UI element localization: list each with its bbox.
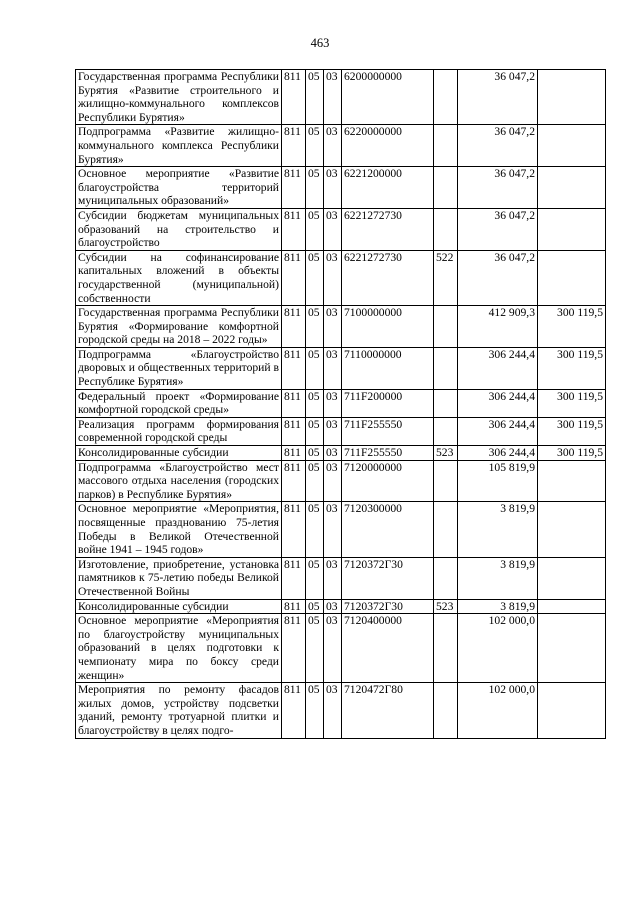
section-code: 05 — [306, 250, 324, 305]
table-row — [76, 347, 606, 389]
ministry-code: 811 — [282, 502, 306, 557]
amount-total: 36 047,2 — [458, 208, 538, 250]
section-code: 05 — [306, 417, 324, 445]
row-name: Основное мероприятие «Мероприятия, посвященные празднованию 75-летия Победы в Великой Отечественной войне 1941 – 1945 годов» — [76, 502, 282, 557]
target-article-code: 7120400000 — [342, 614, 434, 683]
expense-kind-code — [434, 557, 458, 599]
subsection-code: 03 — [324, 167, 342, 209]
table-row — [76, 502, 606, 557]
amount-federal — [538, 599, 606, 614]
subsection-code: 03 — [324, 347, 342, 389]
section-code: 05 — [306, 599, 324, 614]
section-code: 05 — [306, 389, 324, 417]
expense-kind-code — [434, 125, 458, 167]
section-code: 05 — [306, 306, 324, 348]
ministry-code: 811 — [282, 70, 306, 125]
target-article-code: 6221272730 — [342, 250, 434, 305]
ministry-code: 811 — [282, 614, 306, 683]
section-code: 05 — [306, 683, 324, 738]
subsection-code: 03 — [324, 389, 342, 417]
section-code: 05 — [306, 70, 324, 125]
amount-total: 412 909,3 — [458, 306, 538, 348]
table-row — [76, 446, 606, 461]
subsection-code: 03 — [324, 502, 342, 557]
amount-federal — [538, 208, 606, 250]
subsection-code: 03 — [324, 70, 342, 125]
amount-federal — [538, 614, 606, 683]
expense-kind-code — [434, 614, 458, 683]
section-code: 05 — [306, 125, 324, 167]
amount-federal: 300 119,5 — [538, 417, 606, 445]
expense-kind-code: 523 — [434, 446, 458, 461]
ministry-code: 811 — [282, 446, 306, 461]
table-row — [76, 167, 606, 209]
amount-total: 306 244,4 — [458, 417, 538, 445]
subsection-code: 03 — [324, 446, 342, 461]
amount-total: 102 000,0 — [458, 614, 538, 683]
subsection-code: 03 — [324, 208, 342, 250]
expense-kind-code — [434, 70, 458, 125]
expense-kind-code — [434, 417, 458, 445]
table-row — [76, 557, 606, 599]
amount-total: 306 244,4 — [458, 347, 538, 389]
target-article-code: 711F255550 — [342, 417, 434, 445]
row-name: Реализация программ формирования современной городской среды — [76, 417, 282, 445]
section-code: 05 — [306, 502, 324, 557]
ministry-code: 811 — [282, 460, 306, 502]
row-name: Субсидии бюджетам муниципальных образований на строительство и благоустройство — [76, 208, 282, 250]
row-name: Подпрограмма «Благоустройство дворовых и общественных территорий в Республике Бурятия» — [76, 347, 282, 389]
target-article-code: 711F200000 — [342, 389, 434, 417]
amount-federal — [538, 250, 606, 305]
row-name: Подпрограмма «Развитие жилищно-коммунального комплекса Республики Бурятия» — [76, 125, 282, 167]
subsection-code: 03 — [324, 250, 342, 305]
subsection-code: 03 — [324, 599, 342, 614]
subsection-code: 03 — [324, 125, 342, 167]
amount-total: 306 244,4 — [458, 446, 538, 461]
target-article-code: 6221272730 — [342, 208, 434, 250]
amount-federal: 300 119,5 — [538, 347, 606, 389]
amount-total: 306 244,4 — [458, 389, 538, 417]
section-code: 05 — [306, 167, 324, 209]
expense-kind-code — [434, 208, 458, 250]
section-code: 05 — [306, 208, 324, 250]
row-name: Государственная программа Республики Бурятия «Развитие строительного и жилищно-коммунального комплексов Республики Бурятия» — [76, 70, 282, 125]
section-code: 05 — [306, 347, 324, 389]
target-article-code: 6220000000 — [342, 125, 434, 167]
row-name: Государственная программа Республики Бурятия «Формирование комфортной городской среды на 2018 – 2022 годы» — [76, 306, 282, 348]
expense-kind-code — [434, 347, 458, 389]
amount-total: 36 047,2 — [458, 250, 538, 305]
amount-total: 3 819,9 — [458, 557, 538, 599]
row-name: Основное мероприятие «Развитие благоустройства территорий муниципальных образований» — [76, 167, 282, 209]
subsection-code: 03 — [324, 417, 342, 445]
ministry-code: 811 — [282, 389, 306, 417]
ministry-code: 811 — [282, 683, 306, 738]
target-article-code: 7120300000 — [342, 502, 434, 557]
ministry-code: 811 — [282, 347, 306, 389]
expense-kind-code — [434, 167, 458, 209]
page-number: 463 — [310, 36, 330, 50]
target-article-code: 7120472Г80 — [342, 683, 434, 738]
target-article-code: 7110000000 — [342, 347, 434, 389]
table-row — [76, 250, 606, 305]
amount-total: 36 047,2 — [458, 70, 538, 125]
table-row — [76, 683, 606, 738]
amount-total: 102 000,0 — [458, 683, 538, 738]
subsection-code: 03 — [324, 460, 342, 502]
amount-total: 3 819,9 — [458, 502, 538, 557]
ministry-code: 811 — [282, 417, 306, 445]
row-name: Основное мероприятие «Мероприятия по благоустройству муниципальных образований в целях подготовки к чемпионату мира по боксу среди женщин» — [76, 614, 282, 683]
row-name: Консолидированные субсидии — [76, 446, 282, 461]
amount-federal — [538, 502, 606, 557]
amount-total: 105 819,9 — [458, 460, 538, 502]
section-code: 05 — [306, 557, 324, 599]
amount-total: 36 047,2 — [458, 167, 538, 209]
target-article-code: 711F255550 — [342, 446, 434, 461]
ministry-code: 811 — [282, 250, 306, 305]
subsection-code: 03 — [324, 683, 342, 738]
table-row — [76, 208, 606, 250]
section-code: 05 — [306, 614, 324, 683]
ministry-code: 811 — [282, 125, 306, 167]
ministry-code: 811 — [282, 306, 306, 348]
table-row — [76, 417, 606, 445]
section-code: 05 — [306, 446, 324, 461]
amount-federal — [538, 70, 606, 125]
row-name: Подпрограмма «Благоустройство мест массового отдыха населения (городских парков) в Республике Бурятия» — [76, 460, 282, 502]
table-row — [76, 389, 606, 417]
row-name: Субсидии на софинансирование капитальных вложений в объекты государственной (муниципальной) собственности — [76, 250, 282, 305]
expense-kind-code — [434, 306, 458, 348]
table-row — [76, 125, 606, 167]
subsection-code: 03 — [324, 306, 342, 348]
target-article-code: 7100000000 — [342, 306, 434, 348]
table-row — [76, 306, 606, 348]
expense-kind-code — [434, 502, 458, 557]
ministry-code: 811 — [282, 599, 306, 614]
amount-federal — [538, 125, 606, 167]
expense-kind-code — [434, 460, 458, 502]
subsection-code: 03 — [324, 557, 342, 599]
ministry-code: 811 — [282, 557, 306, 599]
section-code: 05 — [306, 460, 324, 502]
amount-federal — [538, 557, 606, 599]
subsection-code: 03 — [324, 614, 342, 683]
table-row — [76, 599, 606, 614]
target-article-code: 6200000000 — [342, 70, 434, 125]
expense-kind-code — [434, 683, 458, 738]
target-article-code: 6221200000 — [342, 167, 434, 209]
expense-kind-code: 522 — [434, 250, 458, 305]
target-article-code: 7120372Г30 — [342, 599, 434, 614]
target-article-code: 7120000000 — [342, 460, 434, 502]
expense-kind-code — [434, 389, 458, 417]
amount-federal: 300 119,5 — [538, 446, 606, 461]
amount-federal — [538, 683, 606, 738]
ministry-code: 811 — [282, 167, 306, 209]
amount-total: 36 047,2 — [458, 125, 538, 167]
row-name: Изготовление, приобретение, установка памятников к 75-летию победы Великой Отечественной Войны — [76, 557, 282, 599]
budget-table — [75, 69, 606, 739]
table-row — [76, 460, 606, 502]
amount-total: 3 819,9 — [458, 599, 538, 614]
row-name: Мероприятия по ремонту фасадов жилых домов, устройству подсветки зданий, ремонту тротуарной плитки и благоустройству в целях подго- — [76, 683, 282, 738]
table-row — [76, 614, 606, 683]
row-name: Консолидированные субсидии — [76, 599, 282, 614]
row-name: Федеральный проект «Формирование комфортной городской среды» — [76, 389, 282, 417]
amount-federal — [538, 167, 606, 209]
table-body — [76, 70, 606, 739]
target-article-code: 7120372Г30 — [342, 557, 434, 599]
ministry-code: 811 — [282, 208, 306, 250]
amount-federal: 300 119,5 — [538, 389, 606, 417]
amount-federal — [538, 460, 606, 502]
expense-kind-code: 523 — [434, 599, 458, 614]
table-row — [76, 70, 606, 125]
amount-federal: 300 119,5 — [538, 306, 606, 348]
